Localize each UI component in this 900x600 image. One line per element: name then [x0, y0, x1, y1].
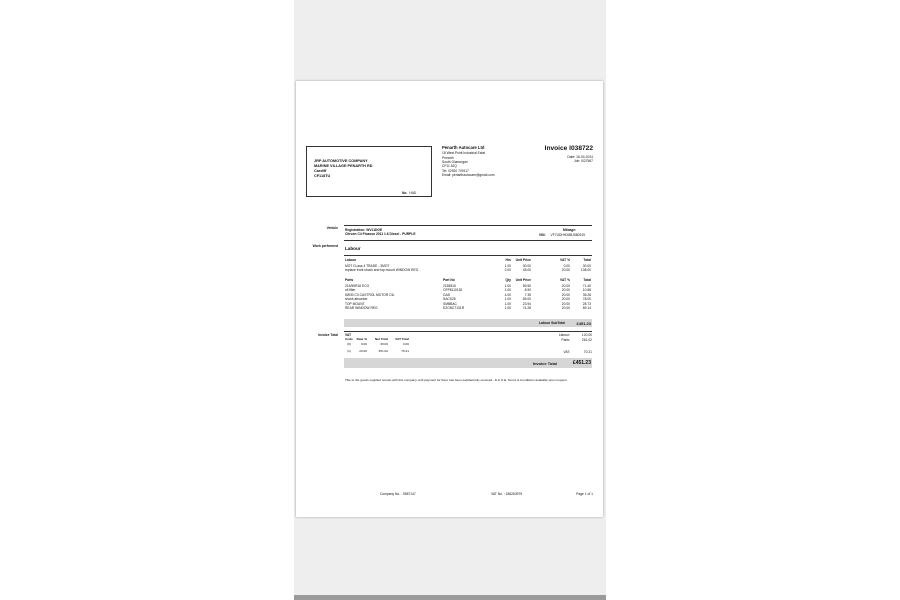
vehicle-details — [345, 228, 416, 237]
company-details — [442, 145, 494, 177]
cell-vat: 20.00 — [561, 297, 570, 301]
col-header: Rate % — [356, 336, 367, 341]
vehicle-mileage-label: Mileage: — [563, 228, 577, 232]
cell-total: 28.73 — [582, 301, 591, 306]
table-row — [345, 350, 417, 354]
cell-part: 2155516 — [443, 283, 456, 288]
summary-vat — [526, 350, 592, 354]
cell-unit: 59.50 — [522, 283, 531, 288]
cell-rate: 20.00 — [359, 348, 367, 353]
cell-part: SMBBAC — [443, 301, 457, 306]
cell-desc: REAR WINDOW REG — [345, 306, 378, 310]
col-header: Labour — [345, 258, 357, 262]
summary-parts — [526, 338, 592, 342]
recipient-line: Cardiff — [314, 169, 327, 174]
viewer-scrollbar[interactable] — [294, 595, 606, 600]
recipient-line: JRP AUTOMOTIVE COMPANY — [314, 159, 368, 163]
vat-header-row — [345, 338, 417, 342]
grand-total-value: £451.23 — [572, 360, 591, 367]
cell-vat: 20.00 — [561, 292, 570, 297]
invoice-total-label: Invoice Total — [318, 333, 338, 337]
cell-vat: 20.00 — [561, 306, 570, 310]
grand-total-label: Invoice Total — [532, 361, 557, 366]
invoice-date: Date: 16-04-2024 — [567, 155, 593, 159]
vehicle-vin-row — [539, 233, 585, 237]
cell-vat: 0.00 — [402, 342, 409, 346]
recipient-line: CF118TU — [314, 174, 331, 179]
vehicle-registration: Registration: WV11DGE — [345, 228, 383, 232]
cell-vat: 20.00 — [561, 283, 570, 288]
cell-desc: 215/55R16 ECO — [345, 283, 370, 288]
col-header: Net Total — [374, 336, 388, 341]
cell-desc: TOP MOUNT — [345, 301, 365, 306]
recipient-address — [314, 159, 372, 180]
cell-desc: replace front shock and top mount WINDOW REG — [345, 268, 419, 272]
col-header: VAT % — [560, 278, 570, 282]
cell-vat: 0.00 — [563, 263, 570, 268]
recipient-number-value: HAD — [409, 191, 417, 195]
table-row — [345, 306, 592, 310]
cell-hrs: 1.00 — [504, 263, 511, 268]
vehicle-label: Vehicle — [326, 226, 338, 230]
cell-qty: 1.00 — [504, 283, 511, 288]
cell-qty: 1.00 — [504, 297, 511, 301]
cell-vat: 20.00 — [561, 268, 570, 272]
vat-heading: VAT — [345, 333, 352, 337]
cell-part: EZCBCT131R — [443, 306, 465, 310]
divider — [344, 240, 592, 241]
company-address-line: 18 West Point Industrial Estat — [442, 151, 486, 156]
cell-total: 30.00 — [582, 263, 591, 268]
parts-header-row — [345, 278, 592, 282]
cell-vat: 70.21 — [401, 348, 409, 353]
cell-rate: 0.00 — [360, 342, 367, 346]
cell-unit: 30.00 — [522, 263, 531, 268]
cell-unit: 65.00 — [522, 297, 531, 301]
footer-page-number: Page 1 of 1 — [576, 492, 593, 496]
recipient-number-label: No. — [402, 191, 408, 195]
table-row — [345, 343, 417, 347]
summary-value: 120.00 — [581, 333, 592, 337]
col-header: Unit Price — [515, 278, 531, 282]
footer-vat-no: VAT No. : 186263975 — [491, 492, 523, 496]
col-header: Total — [583, 278, 591, 282]
cell-net: 30.00 — [380, 342, 388, 346]
summary-value: 261.02 — [581, 338, 592, 342]
subtotal-label: Labour SubTotal — [539, 321, 565, 326]
cell-qty: 1.00 — [504, 306, 511, 310]
cell-qty: 1.00 — [504, 301, 511, 306]
cell-part: OFP8110152 — [443, 288, 463, 292]
subtotal-value: £451.23 — [576, 320, 591, 326]
invoice-page — [296, 81, 603, 517]
table-row — [345, 268, 592, 272]
summary-label: VAT: — [563, 350, 570, 354]
cell-unit: 74.28 — [522, 306, 531, 310]
company-address-line: CF11 8JQ — [442, 164, 457, 169]
cell-vat: 20.00 — [561, 288, 570, 292]
divider — [344, 255, 592, 256]
company-address-line: South Glamorgan — [442, 160, 468, 165]
cell-part: SACS25 — [443, 297, 456, 301]
cell-desc: oil filter — [345, 288, 356, 292]
summary-label: Labour: — [558, 333, 570, 337]
invoice-title: Invoice I038722 — [544, 145, 593, 152]
recipient-line: MARINE VILLAGE PENARTH RD — [314, 164, 373, 169]
cell-hrs: 2.00 — [504, 268, 511, 272]
cell-unit: 8.90 — [524, 288, 531, 292]
cell-total: 89.14 — [582, 306, 591, 310]
cell-qty: 4.00 — [504, 292, 511, 297]
cell-total: 78.00 — [582, 297, 591, 301]
summary-labour — [526, 333, 592, 337]
company-address-line: Penarth — [442, 155, 454, 160]
col-header: Parts — [345, 278, 354, 282]
footer-company-no: Company No. : 9587147 — [380, 492, 416, 496]
cell-code: (1) — [347, 348, 351, 353]
vehicle-description: Citroen C4 Picasso 2011 1.6 Diesel - PURPLE — [345, 232, 416, 237]
col-header: Total — [583, 258, 591, 262]
col-header: Unit Price — [515, 258, 531, 262]
cell-qty: 1.00 — [504, 288, 511, 292]
cell-unit: 45.00 — [522, 268, 531, 272]
recipient-number — [402, 191, 416, 195]
cell-net: 351.02 — [378, 348, 388, 353]
summary-value: 70.21 — [583, 350, 592, 354]
summary-label: Parts: — [561, 338, 570, 342]
cell-unit: 7.35 — [524, 292, 531, 297]
cell-total: 35.28 — [582, 292, 591, 297]
work-performed-label: Work performed — [312, 244, 338, 248]
divider — [344, 225, 592, 226]
col-header: VAT Total — [395, 336, 409, 341]
cell-part: GAS — [443, 292, 450, 297]
labour-heading: Labour — [345, 246, 361, 251]
col-header: Hrs — [505, 258, 511, 262]
company-name: Penarth Autocare Ltd — [442, 145, 485, 150]
cell-code: (0) — [347, 342, 351, 346]
col-header: VAT % — [560, 258, 570, 262]
labour-header-row — [345, 258, 592, 262]
invoice-job: Job: I027567 — [573, 159, 593, 164]
invoice-meta — [567, 155, 593, 164]
col-header: Qty — [505, 278, 511, 282]
divider — [344, 331, 592, 332]
cell-vat: 20.00 — [561, 301, 570, 306]
terms-text: Title to the goods supplied remain with this company until payment for them has been satisfactorily received - E & O E. Terms & Conditions available upon request — [345, 378, 567, 382]
col-header: Part No — [443, 278, 455, 282]
invoice-total-band — [344, 358, 592, 368]
company-email: Email: penarthautocare@gmail.com — [442, 172, 495, 177]
col-header: Code — [345, 336, 353, 341]
cell-total: 71.40 — [582, 283, 591, 288]
cell-desc: 5W30 C3 CASTROL MOTOR OIL — [345, 292, 395, 297]
cell-desc: shock absorber — [345, 297, 368, 301]
vehicle-vin-label: VIN: — [539, 232, 546, 237]
cell-desc: MOT CLass 4 TRADE - 3MOT — [345, 263, 390, 268]
company-tel: Tel: 02920 709117 — [442, 168, 469, 173]
cell-total: 108.00 — [580, 268, 591, 272]
labour-subtotal-band — [344, 319, 592, 327]
cell-unit: 23.94 — [522, 301, 531, 306]
cell-total: 10.68 — [582, 288, 591, 292]
vehicle-vin: VF7UDHHX8BJ580319 — [550, 232, 585, 237]
